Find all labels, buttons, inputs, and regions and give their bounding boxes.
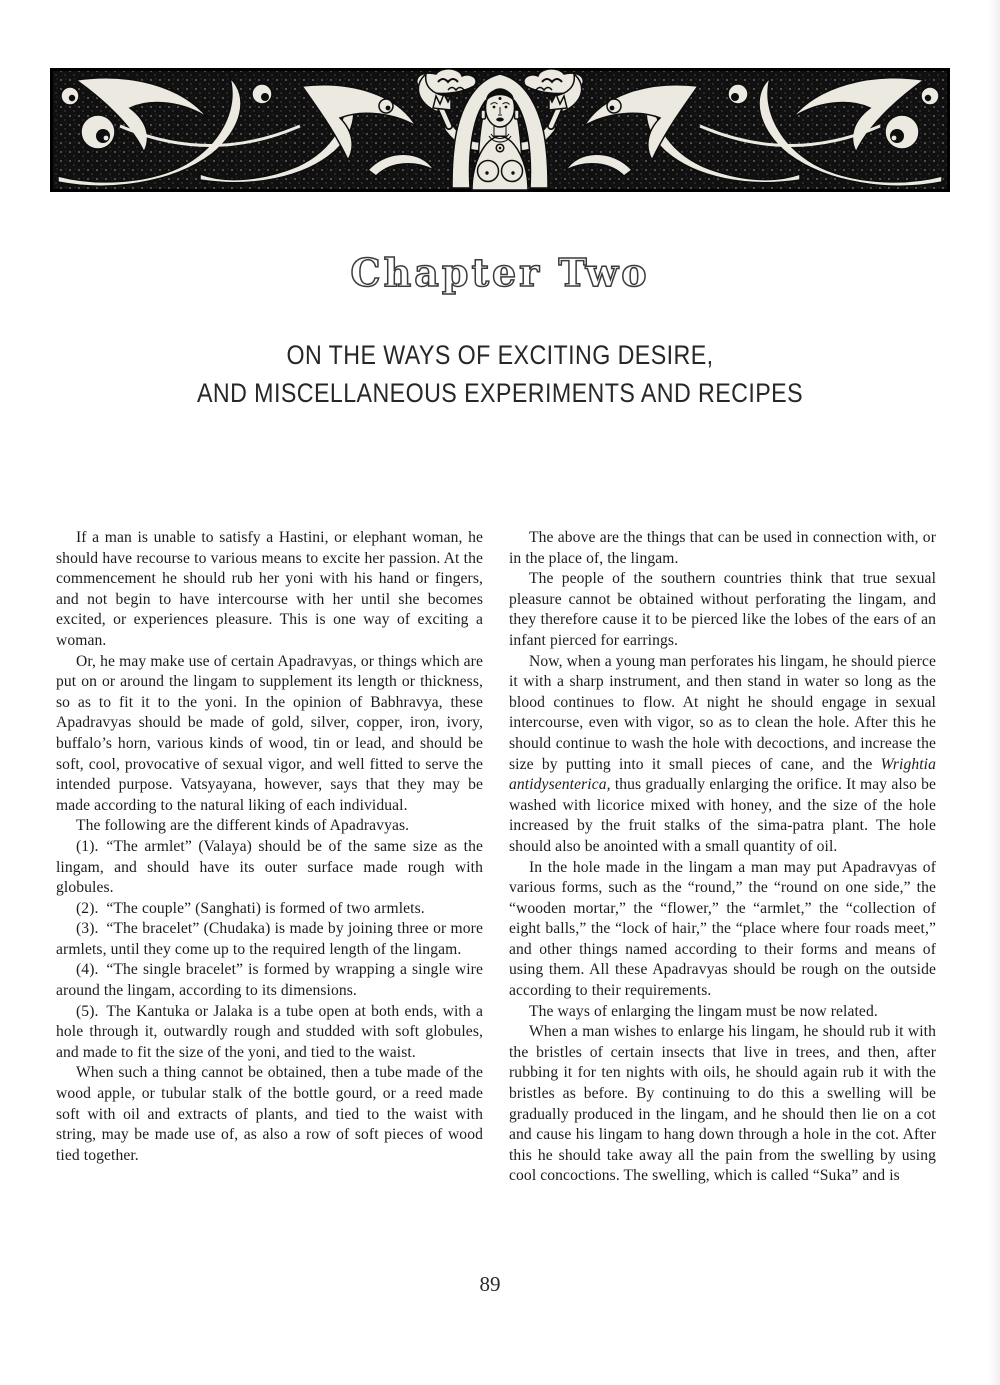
paragraph: (3). “The bracelet” (Chudaka) is made by joining three or more armlets, until they come up to the required length of the lingam.: [56, 920, 483, 958]
heading-line-2: AND MISCELLANEOUS EXPERIMENTS AND RECIPES: [196, 378, 804, 408]
woman-with-torches-engraving-icon: [50, 68, 950, 192]
chapter-banner-engraving: [50, 68, 950, 192]
section-heading: [70, 336, 930, 412]
paragraph: In the hole made in the lingam a man may put Apadravyas of various forms, such as the “round,” the “round on one side,” the “wooden mortar,” the “flower,” the “armlet,” the “collection of eight balls,” the “lock of hair,” the “place where four roads meet,” and other things named according to their forms and means of using them. All these Apadravyas should be rough on the outside according to their requirements.: [509, 858, 936, 1000]
paragraph: The people of the southern countries think that true sexual pleasure cannot be obtained without perforating the lingam, and they therefore cause it to be pierced like the lobes of the ears of an infant pierced for earrings.: [509, 570, 936, 649]
paragraph: The following are the different kinds of Apadravyas.: [76, 817, 410, 835]
paragraph: Or, he may make use of certain Apadravyas, or things which are put on or around the lingam to supplement its length or thickness, so as to fit it to the yoni. In the opinion of Babhravya, these Apadravyas should be made of gold, silver, copper, iron, ivory, buffalo’s horn, various kinds of wood, tin or lead, and should be soft, cool, provocative of sexual vigor, and well fitted to serve the intended purpose. Vatsyayana, however, says that they may be made according to the natural liking of each individual.: [56, 652, 483, 814]
paragraph: The ways of enlarging the lingam must be now related.: [529, 1002, 878, 1020]
heading-line-1: ON THE WAYS OF EXCITING DESIRE,: [286, 340, 714, 370]
chapter-title: Chapter Two: [350, 250, 650, 295]
paragraph: If a man is unable to satisfy a Hastini, or elephant woman, he should have recourse to various means to excite her passion. At the commencement he should rub her yoni with his hand or fingers, and not begin to have intercourse with her until she becomes excited, or experiences pleasure. This is one way of exciting a woman.: [56, 529, 483, 649]
paragraph: (1). “The armlet” (Valaya) should be of the same size as the lingam, and should have its outer surface made rough with globules.: [56, 837, 483, 897]
paragraph: (4). “The single bracelet” is formed by wrapping a single wire around the lingam, according to its dimensions.: [56, 961, 483, 1000]
body-text: [56, 528, 936, 1187]
paragraph: When such a thing cannot be obtained, then a tube made of the wood apple, or tubular stalk of the bottle gourd, or a reed made soft with oil and extracts of plants, and tied to the waist with string, may be made use of, as also a row of soft pieces of wood tied together.: [56, 1064, 483, 1164]
paragraph: Now, when a young man perforates his lingam, he should pierce it with a sharp instrument, and then stand in water so long as the blood continues to flow. At night he should engage in sexual intercourse, even with vigor, so as to clean the hole. After this he should continue to wash the hole with decoctions, and increase the size by putting into it small pieces of cane, and the Wrightia antidysenterica, thus gradually enlarging the orifice. It may also be washed with licorice mixed with honey, and the size of the hole increased by the fruit stalks of the sima-patra plant. The hole should also be anointed with a small quantity of oil.: [509, 652, 936, 855]
left-column: [56, 528, 483, 1187]
paragraph: When a man wishes to enlarge his lingam, he should rub it with the bristles of certain insects that live in trees, and then, after rubbing it for ten nights with oils, he should again rub it with the bristles as before. By continuing to do this a swelling will be gradually produced in the lingam, and he should then lie on a cot and cause his lingam to hang down through a hole in the cot. After this he should take away all the pain from the swelling by using cool concoctions. The swelling, which is called “Suka” and is: [509, 1023, 936, 1185]
paragraph: (2). “The couple” (Sanghati) is formed of two armlets.: [76, 899, 425, 917]
paragraph: (5). The Kantuka or Jalaka is a tube open at both ends, with a hole through it, outwardly rough and studded with soft globules, and made to fit the size of the yoni, and tied to the waist.: [56, 1002, 483, 1061]
right-column: [509, 528, 936, 1187]
page-number: 89: [479, 1272, 501, 1296]
paragraph: The above are the things that can be used in connection with, or in the place of, the lingam.: [509, 529, 936, 567]
